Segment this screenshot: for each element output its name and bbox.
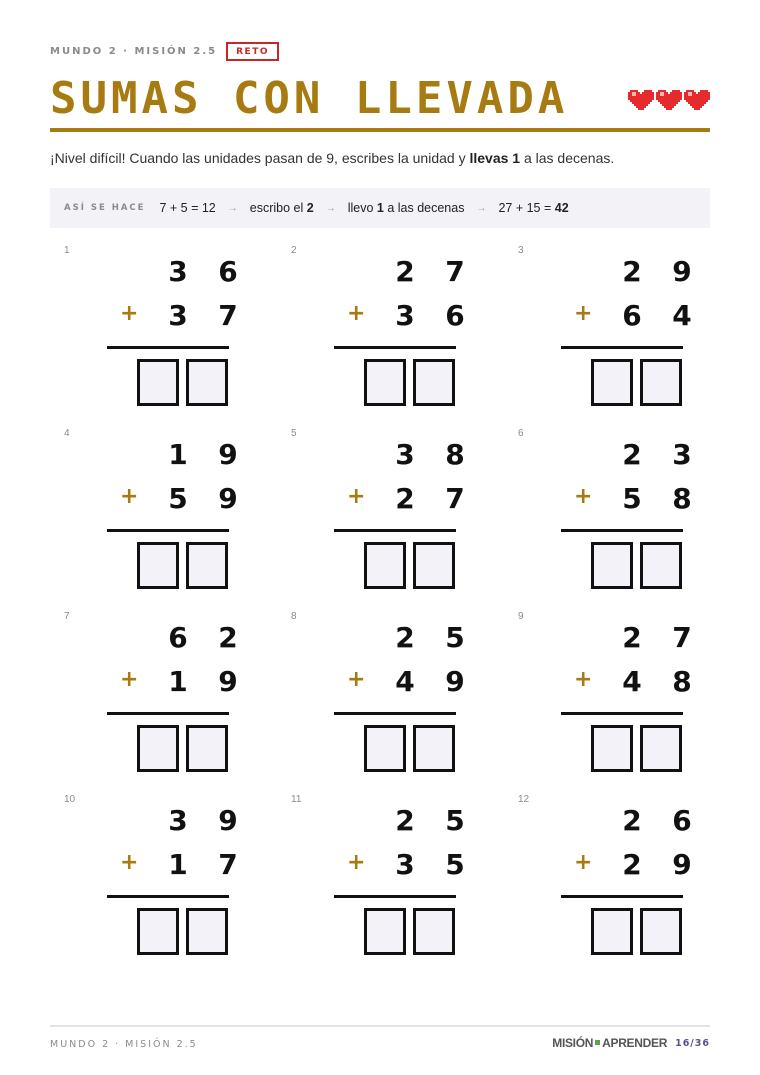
sum-line — [561, 712, 683, 715]
heart-icon — [656, 88, 682, 112]
tens-digit: 4 — [622, 665, 642, 698]
howto-step-4-result: 42 — [554, 201, 569, 215]
units-digit: 5 — [445, 621, 465, 654]
addend-top — [158, 804, 248, 837]
tens-digit: 3 — [168, 255, 188, 288]
units-digit: 9 — [218, 804, 238, 837]
units-digit: 8 — [672, 665, 692, 698]
addend-top — [385, 804, 475, 837]
problem-card — [518, 245, 718, 415]
units-digit: 2 — [218, 621, 238, 654]
addend-top — [158, 255, 248, 288]
lives-hearts — [628, 88, 710, 112]
answer-box-units[interactable] — [413, 908, 455, 955]
howto-step-3 — [348, 201, 465, 215]
answer-box-units[interactable] — [186, 725, 228, 772]
addend-bottom — [385, 299, 475, 332]
tens-digit: 3 — [168, 299, 188, 332]
sum-line — [561, 346, 683, 349]
problem-number: 12 — [518, 794, 530, 805]
sum-line — [334, 346, 456, 349]
units-digit: 9 — [445, 665, 465, 698]
plus-sign: + — [574, 301, 593, 326]
units-digit: 9 — [672, 255, 692, 288]
problem-number: 6 — [518, 428, 524, 439]
sum-line — [334, 712, 456, 715]
problem-number: 7 — [64, 611, 70, 622]
plus-sign: + — [574, 667, 593, 692]
addend-top — [612, 621, 702, 654]
addend-bottom — [158, 482, 248, 515]
challenge-badge: RETO — [226, 42, 279, 61]
tens-digit: 3 — [395, 848, 415, 881]
units-digit: 9 — [672, 848, 692, 881]
units-digit: 6 — [218, 255, 238, 288]
tens-digit: 2 — [395, 482, 415, 515]
problem-card — [518, 611, 718, 781]
tens-digit: 3 — [168, 804, 188, 837]
answer-box-units[interactable] — [413, 725, 455, 772]
tens-digit: 5 — [168, 482, 188, 515]
tens-digit: 6 — [622, 299, 642, 332]
problem-number: 9 — [518, 611, 524, 622]
sum-line — [334, 529, 456, 532]
units-digit: 4 — [672, 299, 692, 332]
units-digit: 7 — [218, 848, 238, 881]
addend-top — [612, 804, 702, 837]
tens-digit: 3 — [395, 438, 415, 471]
problem-card — [518, 794, 718, 964]
problem-card — [64, 611, 264, 781]
units-digit: 7 — [445, 255, 465, 288]
howto-step-2-digit: 2 — [306, 201, 314, 215]
addend-top — [385, 621, 475, 654]
units-digit: 7 — [672, 621, 692, 654]
problem-number: 10 — [64, 794, 76, 805]
howto-step-2-text: escribo el — [249, 201, 307, 215]
problem-number: 3 — [518, 245, 524, 256]
tens-digit: 2 — [622, 804, 642, 837]
answer-box-tens[interactable] — [137, 908, 179, 955]
addend-bottom — [385, 482, 475, 515]
heart-icon — [684, 88, 710, 112]
plus-sign: + — [120, 484, 139, 509]
tens-digit: 2 — [622, 621, 642, 654]
tens-digit: 6 — [168, 621, 188, 654]
footer-brand-row — [552, 1036, 710, 1050]
answer-box-tens[interactable] — [364, 542, 406, 589]
answer-box-units[interactable] — [640, 725, 682, 772]
tens-digit: 1 — [168, 665, 188, 698]
heart-icon — [628, 88, 654, 112]
answer-box-tens[interactable] — [591, 908, 633, 955]
addend-top — [158, 438, 248, 471]
addend-bottom — [612, 299, 702, 332]
answer-box-units[interactable] — [413, 359, 455, 406]
sum-line — [107, 346, 229, 349]
howto-step-4-text: 27 + 15 = — [498, 201, 555, 215]
plus-sign: + — [120, 850, 139, 875]
answer-box-tens[interactable] — [591, 725, 633, 772]
answer-box-units[interactable] — [186, 542, 228, 589]
problem-card — [291, 611, 491, 781]
addend-bottom — [158, 665, 248, 698]
sum-line — [107, 895, 229, 898]
brand-name-part2: APRENDER — [602, 1036, 668, 1050]
answer-box-units[interactable] — [186, 908, 228, 955]
howto-box — [50, 188, 710, 228]
units-digit: 6 — [672, 804, 692, 837]
howto-step-2 — [250, 201, 314, 215]
problem-card — [64, 428, 264, 598]
howto-step-3-digit: 1 — [376, 201, 384, 215]
arrow-icon: → — [476, 202, 487, 214]
answer-box-tens[interactable] — [364, 725, 406, 772]
header-kicker-row — [50, 42, 279, 61]
answer-box-tens[interactable] — [137, 542, 179, 589]
answer-box-units[interactable] — [640, 542, 682, 589]
addend-top — [612, 255, 702, 288]
title-divider — [50, 128, 710, 132]
problem-card — [291, 428, 491, 598]
addend-bottom — [385, 665, 475, 698]
addend-bottom — [385, 848, 475, 881]
tens-digit: 2 — [622, 255, 642, 288]
brand-name-part1: MISIÓN — [552, 1036, 594, 1050]
plus-sign: + — [574, 850, 593, 875]
intro-bold: llevas 1 — [469, 150, 521, 166]
howto-step-4 — [498, 201, 568, 215]
intro-part2: a las decenas. — [520, 150, 615, 166]
plus-sign: + — [347, 484, 366, 509]
sum-line — [561, 895, 683, 898]
plus-sign: + — [347, 667, 366, 692]
units-digit: 7 — [218, 299, 238, 332]
problem-card — [291, 245, 491, 415]
answer-box-tens[interactable] — [137, 725, 179, 772]
sum-line — [107, 712, 229, 715]
addend-bottom — [158, 848, 248, 881]
tens-digit: 2 — [395, 255, 415, 288]
answer-box-units[interactable] — [640, 908, 682, 955]
tens-digit: 5 — [622, 482, 642, 515]
problem-card — [64, 245, 264, 415]
brand-dot-icon — [595, 1040, 600, 1045]
units-digit: 9 — [218, 665, 238, 698]
units-digit: 5 — [445, 804, 465, 837]
tens-digit: 2 — [395, 621, 415, 654]
addend-bottom — [612, 665, 702, 698]
addend-top — [158, 621, 248, 654]
tens-digit: 1 — [168, 438, 188, 471]
units-digit: 3 — [672, 438, 692, 471]
arrow-icon: → — [325, 202, 336, 214]
answer-box-units[interactable] — [413, 542, 455, 589]
units-digit: 9 — [218, 438, 238, 471]
units-digit: 7 — [445, 482, 465, 515]
plus-sign: + — [120, 667, 139, 692]
problem-number: 8 — [291, 611, 297, 622]
problem-card — [64, 794, 264, 964]
units-digit: 8 — [672, 482, 692, 515]
mission-kicker: MUNDO 2 · MISIÓN 2.5 — [50, 46, 218, 57]
tens-digit: 3 — [395, 299, 415, 332]
intro-text — [50, 150, 710, 166]
howto-step-3-rest: a las decenas — [383, 201, 465, 215]
answer-box-tens[interactable] — [591, 359, 633, 406]
problem-number: 2 — [291, 245, 297, 256]
arrow-icon: → — [227, 202, 238, 214]
answer-box-units[interactable] — [640, 359, 682, 406]
addend-bottom — [612, 848, 702, 881]
title-row — [50, 73, 710, 126]
plus-sign: + — [347, 850, 366, 875]
problem-number: 5 — [291, 428, 297, 439]
tens-digit: 4 — [395, 665, 415, 698]
footer-mission: MUNDO 2 · MISIÓN 2.5 — [50, 1039, 198, 1050]
addend-top — [612, 438, 702, 471]
problem-number: 11 — [291, 794, 302, 805]
addend-bottom — [612, 482, 702, 515]
answer-box-tens[interactable] — [137, 359, 179, 406]
problem-number: 4 — [64, 428, 70, 439]
problem-number: 1 — [64, 245, 70, 256]
plus-sign: + — [574, 484, 593, 509]
units-digit: 6 — [445, 299, 465, 332]
units-digit: 5 — [445, 848, 465, 881]
howto-step-3-text: llevo — [347, 201, 377, 215]
units-digit: 8 — [445, 438, 465, 471]
howto-step-1: 7 + 5 = 12 — [159, 201, 216, 215]
tens-digit: 2 — [622, 848, 642, 881]
footer-divider — [50, 1025, 710, 1027]
plus-sign: + — [347, 301, 366, 326]
page-title: SUMAS CON LLEVADA — [50, 73, 569, 124]
answer-box-tens[interactable] — [364, 908, 406, 955]
addend-bottom — [158, 299, 248, 332]
problem-card — [291, 794, 491, 964]
addend-top — [385, 438, 475, 471]
page-number: 16/36 — [675, 1037, 710, 1049]
intro-part1: ¡Nivel difícil! Cuando las unidades pasan de 9, escribes la unidad y — [50, 150, 470, 166]
howto-label: ASÍ SE HACE — [64, 203, 146, 213]
answer-box-tens[interactable] — [364, 359, 406, 406]
tens-digit: 1 — [168, 848, 188, 881]
answer-box-units[interactable] — [186, 359, 228, 406]
sum-line — [561, 529, 683, 532]
sum-line — [107, 529, 229, 532]
tens-digit: 2 — [395, 804, 415, 837]
answer-box-tens[interactable] — [591, 542, 633, 589]
problem-card — [518, 428, 718, 598]
plus-sign: + — [120, 301, 139, 326]
sum-line — [334, 895, 456, 898]
addend-top — [385, 255, 475, 288]
tens-digit: 2 — [622, 438, 642, 471]
units-digit: 9 — [218, 482, 238, 515]
